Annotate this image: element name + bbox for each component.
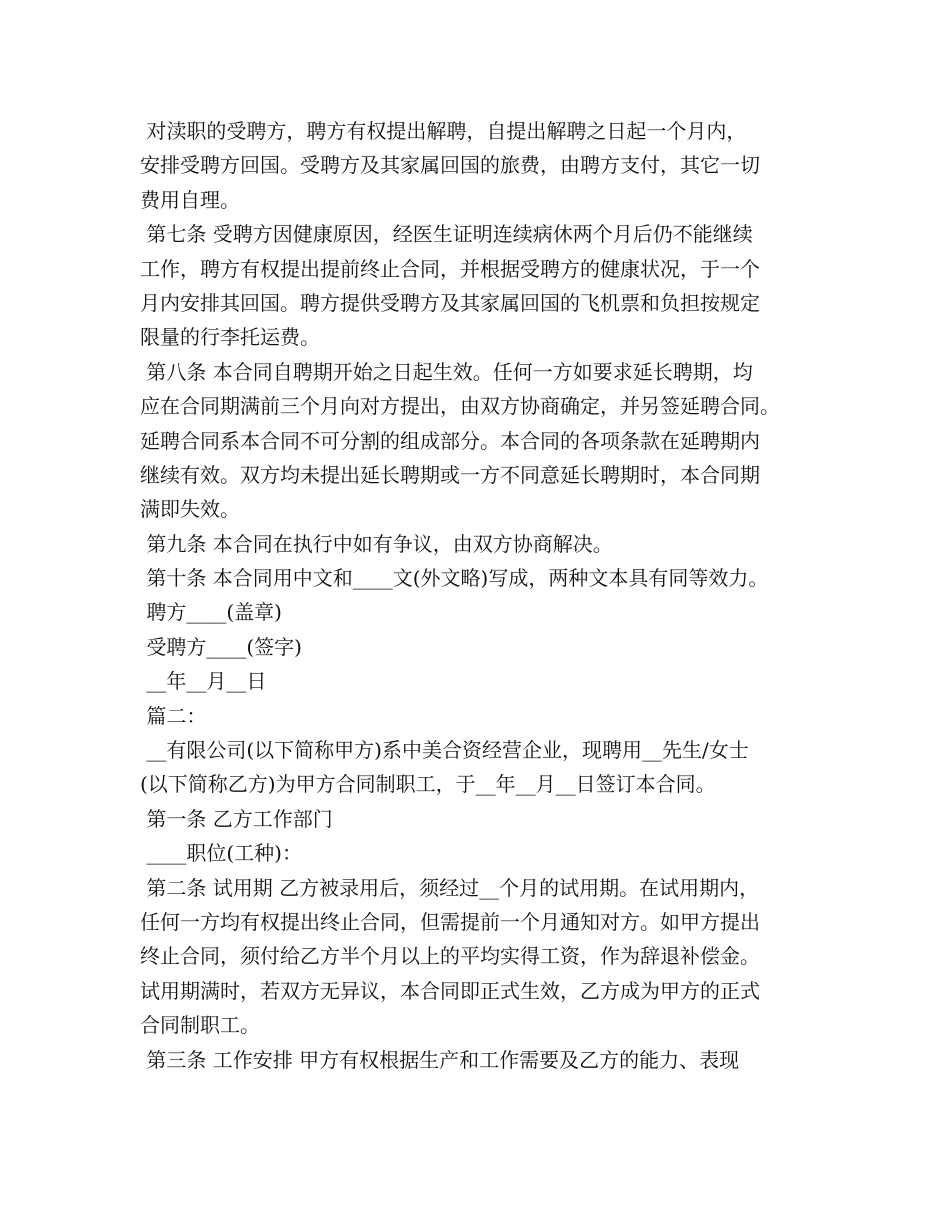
text-line: 工作，聘方有权提出提前终止合同，并根据受聘方的健康状况，于一个 [140,256,760,281]
text-line: 第三条 工作安排 甲方有权根据生产和工作需要及乙方的能力、表现 [140,1047,740,1072]
text-line: 满即失效。 [140,497,240,522]
text-line: __有限公司(以下简称甲方)系中美合资经营企业，现聘用__先生/女士 [140,738,749,763]
text-line: 第七条 受聘方因健康原因，经医生证明连续病休两个月后仍不能继续 [140,222,753,247]
text-line: 继续有效。双方均未提出延长聘期或一方不同意延长聘期时，本合同期 [140,462,760,487]
text-line: 延聘合同系本合同不可分割的组成部分。本合同的各项条款在延聘期内 [140,428,760,453]
text-line: __年__月__日 [140,669,267,694]
text-line: 限量的行李托运费。 [140,325,320,350]
text-line: 月内安排其回国。聘方提供受聘方及其家属回国的飞机票和负担按规定 [140,290,760,315]
text-line: 第十条 本合同用中文和____文(外文略)写成，两种文本具有同等效力。 [140,566,769,591]
text-line: 聘方____(盖章) [140,600,282,625]
text-line: 应在合同期满前三个月向对方提出，由双方协商确定，并另签延聘合同。 [140,394,780,419]
text-line: 对渎职的受聘方，聘方有权提出解聘，自提出解聘之日起一个月内， [140,119,747,143]
text-line: 任何一方均有权提出终止合同，但需提前一个月通知对方。如甲方提出 [140,909,760,934]
text-line: 费用自理。 [140,187,240,212]
text-line: 合同制职工。 [140,1013,260,1038]
text-line: 试用期满时，若双方无异议，本合同即正式生效，乙方成为甲方的正式 [140,978,760,1003]
text-line: ____职位(工种)： [140,841,302,866]
text-line: 篇二： [140,703,207,728]
text-line: 终止合同，须付给乙方半个月以上的平均实得工资，作为辞退补偿金。 [140,944,760,969]
text-line: 第九条 本合同在执行中如有争议，由双方协商解决。 [140,531,613,556]
text-line: 安排受聘方回国。受聘方及其家属回国的旅费，由聘方支付，其它一切 [140,153,760,178]
text-line: (以下简称乙方)为甲方合同制职工，于__年__月__日签订本合同。 [140,772,716,797]
document-body [140,114,840,1077]
text-line: 第一条 乙方工作部门 [140,806,333,831]
text-line: 受聘方____(签字) [140,634,302,659]
text-line: 第二条 试用期 乙方被录用后，须经过__个月的试用期。在试用期内， [140,875,760,900]
text-line: 第八条 本合同自聘期开始之日起生效。任何一方如要求延长聘期，均 [140,359,753,384]
